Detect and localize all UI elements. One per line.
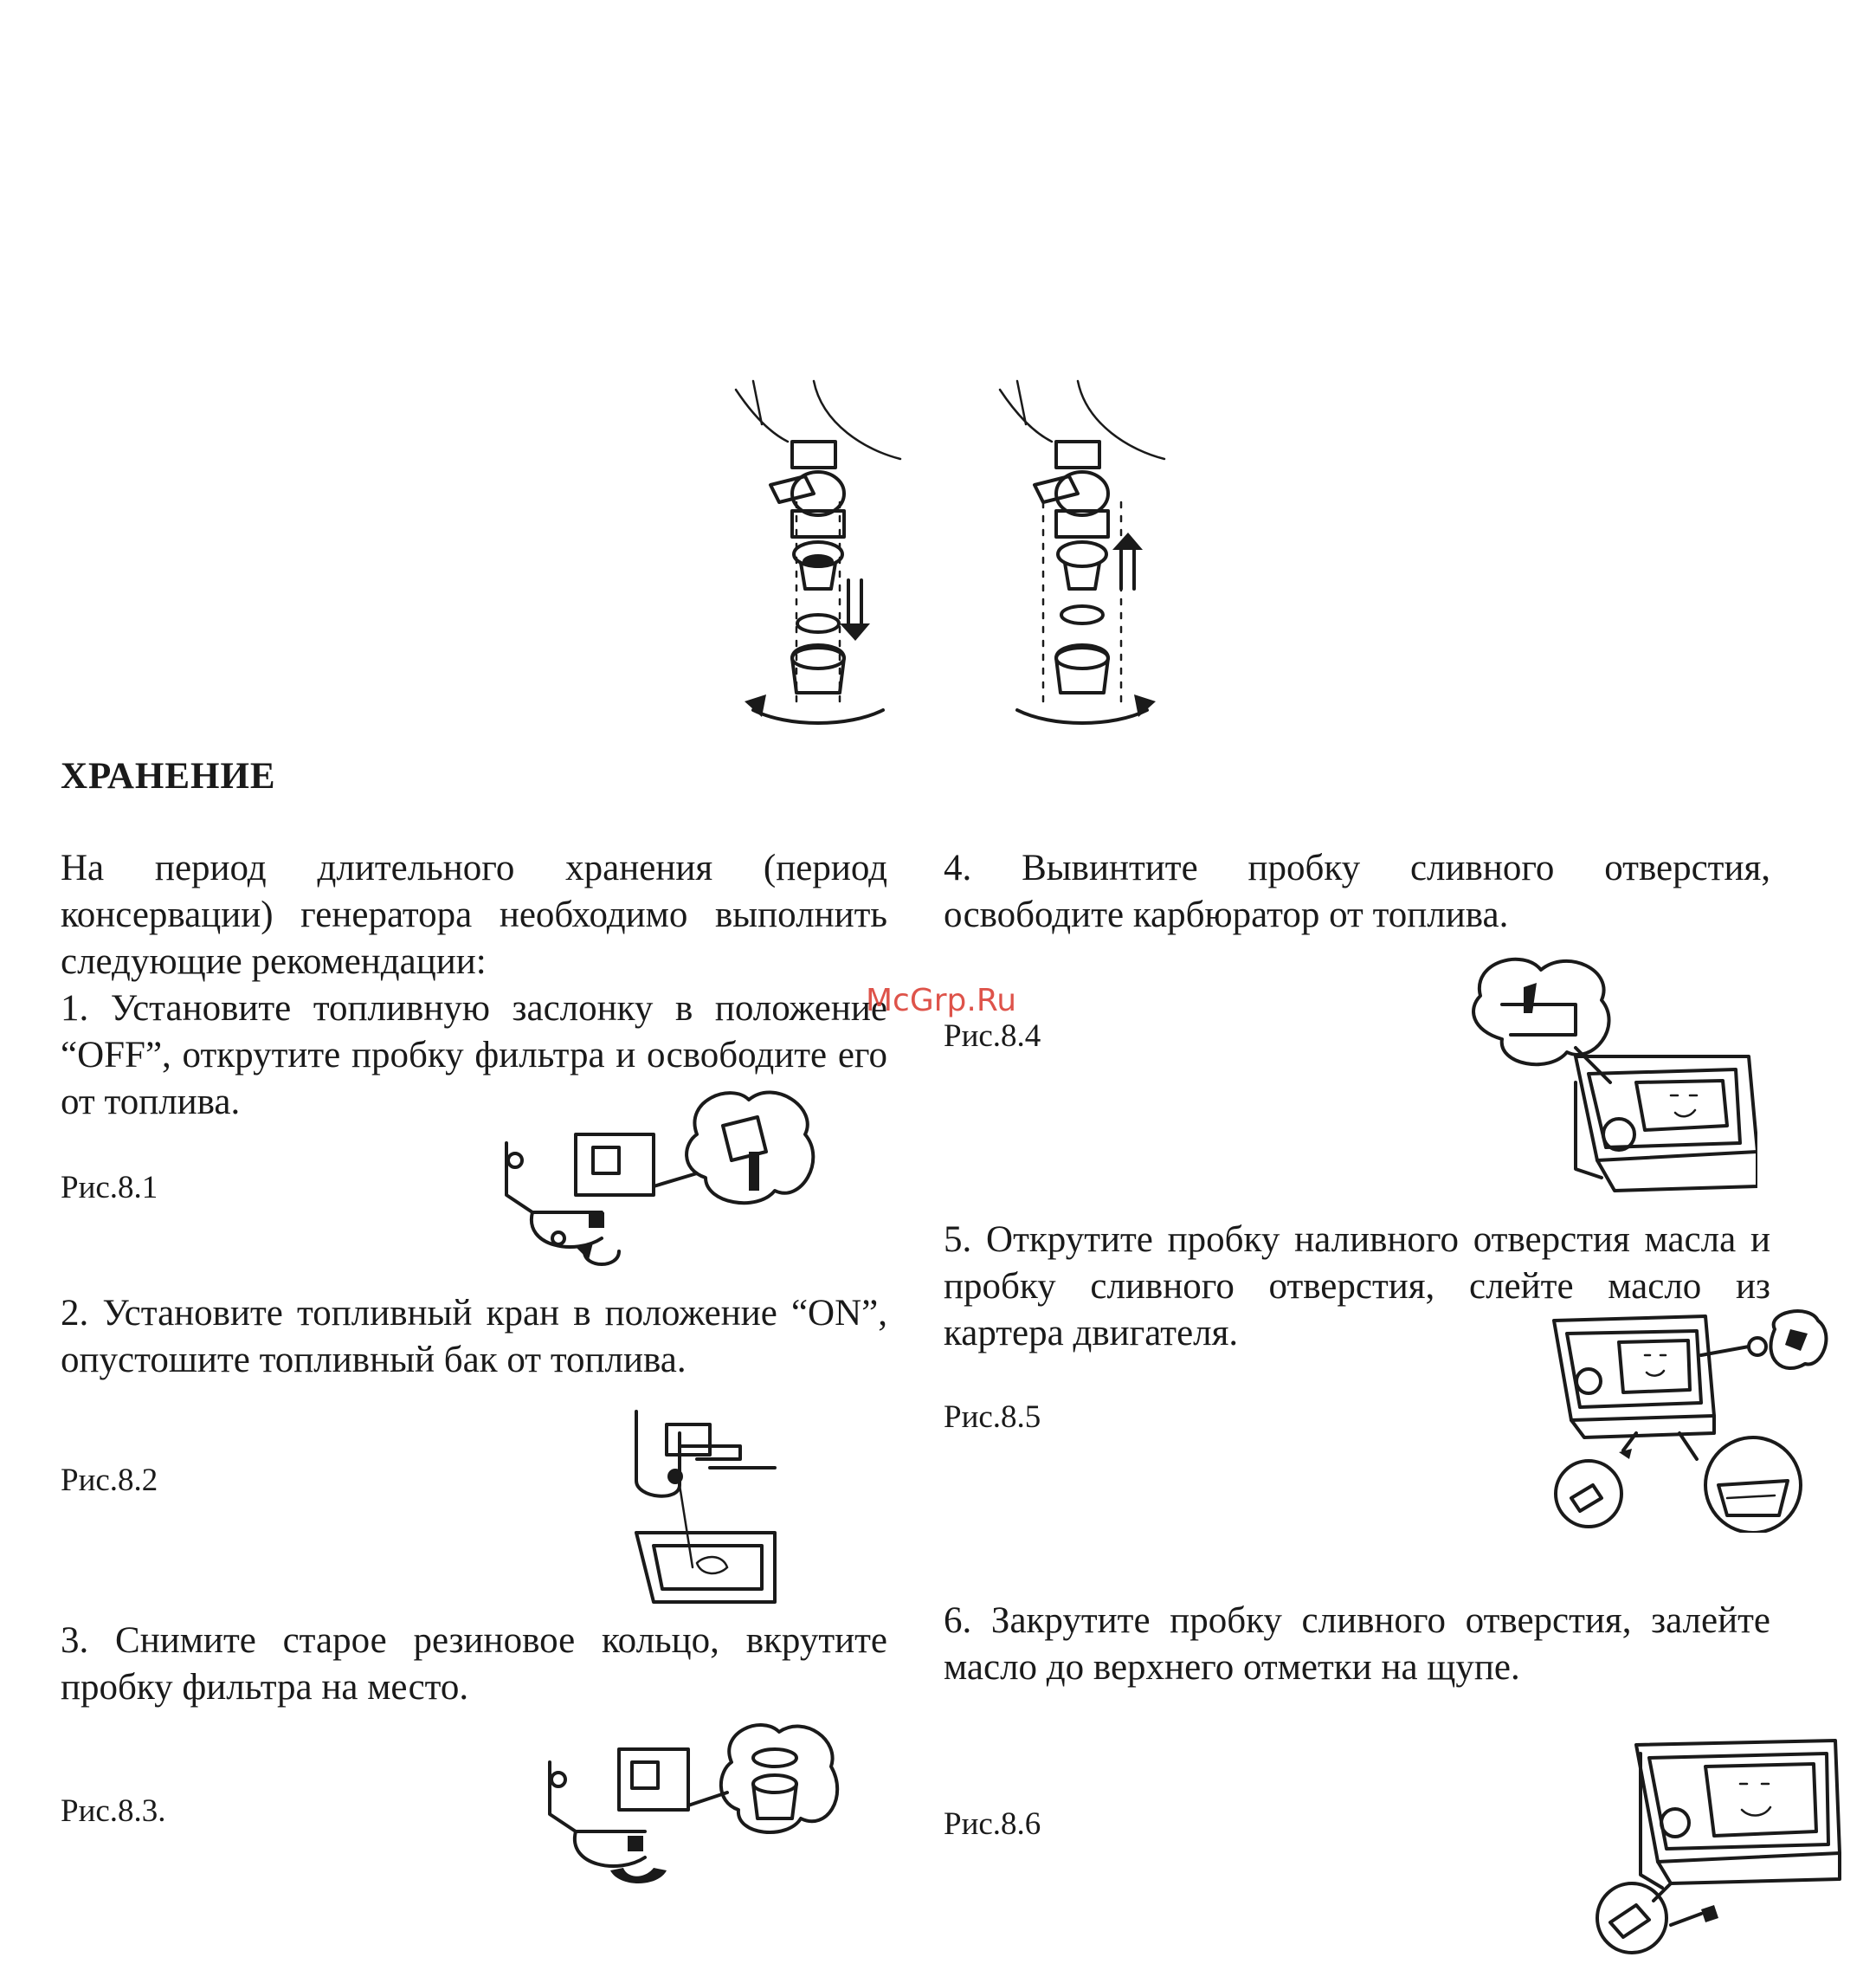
fuel-tank-drain-icon [628, 1407, 788, 1606]
step-2-text: 2. Установите топливный кран в положение “ON”, опустошите топливный бак от топлива. [61, 1293, 887, 1380]
carburetor-drain-icon [1463, 953, 1757, 1199]
fig-8-5-caption: Рис.8.5 [944, 1399, 1041, 1435]
step-3-text: 3. Снимите старое резиновое кольцо, вкрутите пробку фильтра на место. [61, 1620, 887, 1708]
step-1-text: 1. Установите топливную заслонку в положение “OFF”, открутите пробку фильтра и освободите его от топлива. [61, 988, 887, 1122]
fuel-valve-reassembly-icon [983, 372, 1182, 727]
fig-8-6-caption: Рис.8.6 [944, 1806, 1041, 1842]
oil-drain-icon [1550, 1303, 1835, 1533]
intro-paragraph: На период длительного хранения (период консервации) генератора необходимо выполнить следующие рекомендации: [61, 848, 887, 982]
step-5-text: 5. Открутите пробку наливного отверстия масла и пробку сливного отверстия, слейте масло из картера двигателя. [944, 1219, 1770, 1353]
watermark: McGrp.Ru [866, 983, 1017, 1018]
fuel-valve-disassembly-icon [719, 372, 918, 727]
fig-8-4-caption: Рис.8.4 [944, 1018, 1041, 1054]
fuel-filter-drain-icon [498, 1082, 827, 1273]
page-heading: ХРАНЕНИЕ [61, 756, 276, 797]
step-4-text: 4. Вывинтите пробку сливного отверстия, освободите карбюратор от топлива. [944, 848, 1770, 935]
filter-cup-reinstall-icon [541, 1719, 844, 1892]
step-6-text: 6. Закрутите пробку сливного отверстия, залейте масло до верхнего отметки на щупе. [944, 1600, 1770, 1688]
fig-8-2-caption: Рис.8.2 [61, 1463, 158, 1498]
fig-8-3-caption: Рис.8.3. [61, 1793, 166, 1829]
oil-fill-icon [1593, 1728, 1844, 1957]
fig-8-1-caption: Рис.8.1 [61, 1170, 158, 1205]
